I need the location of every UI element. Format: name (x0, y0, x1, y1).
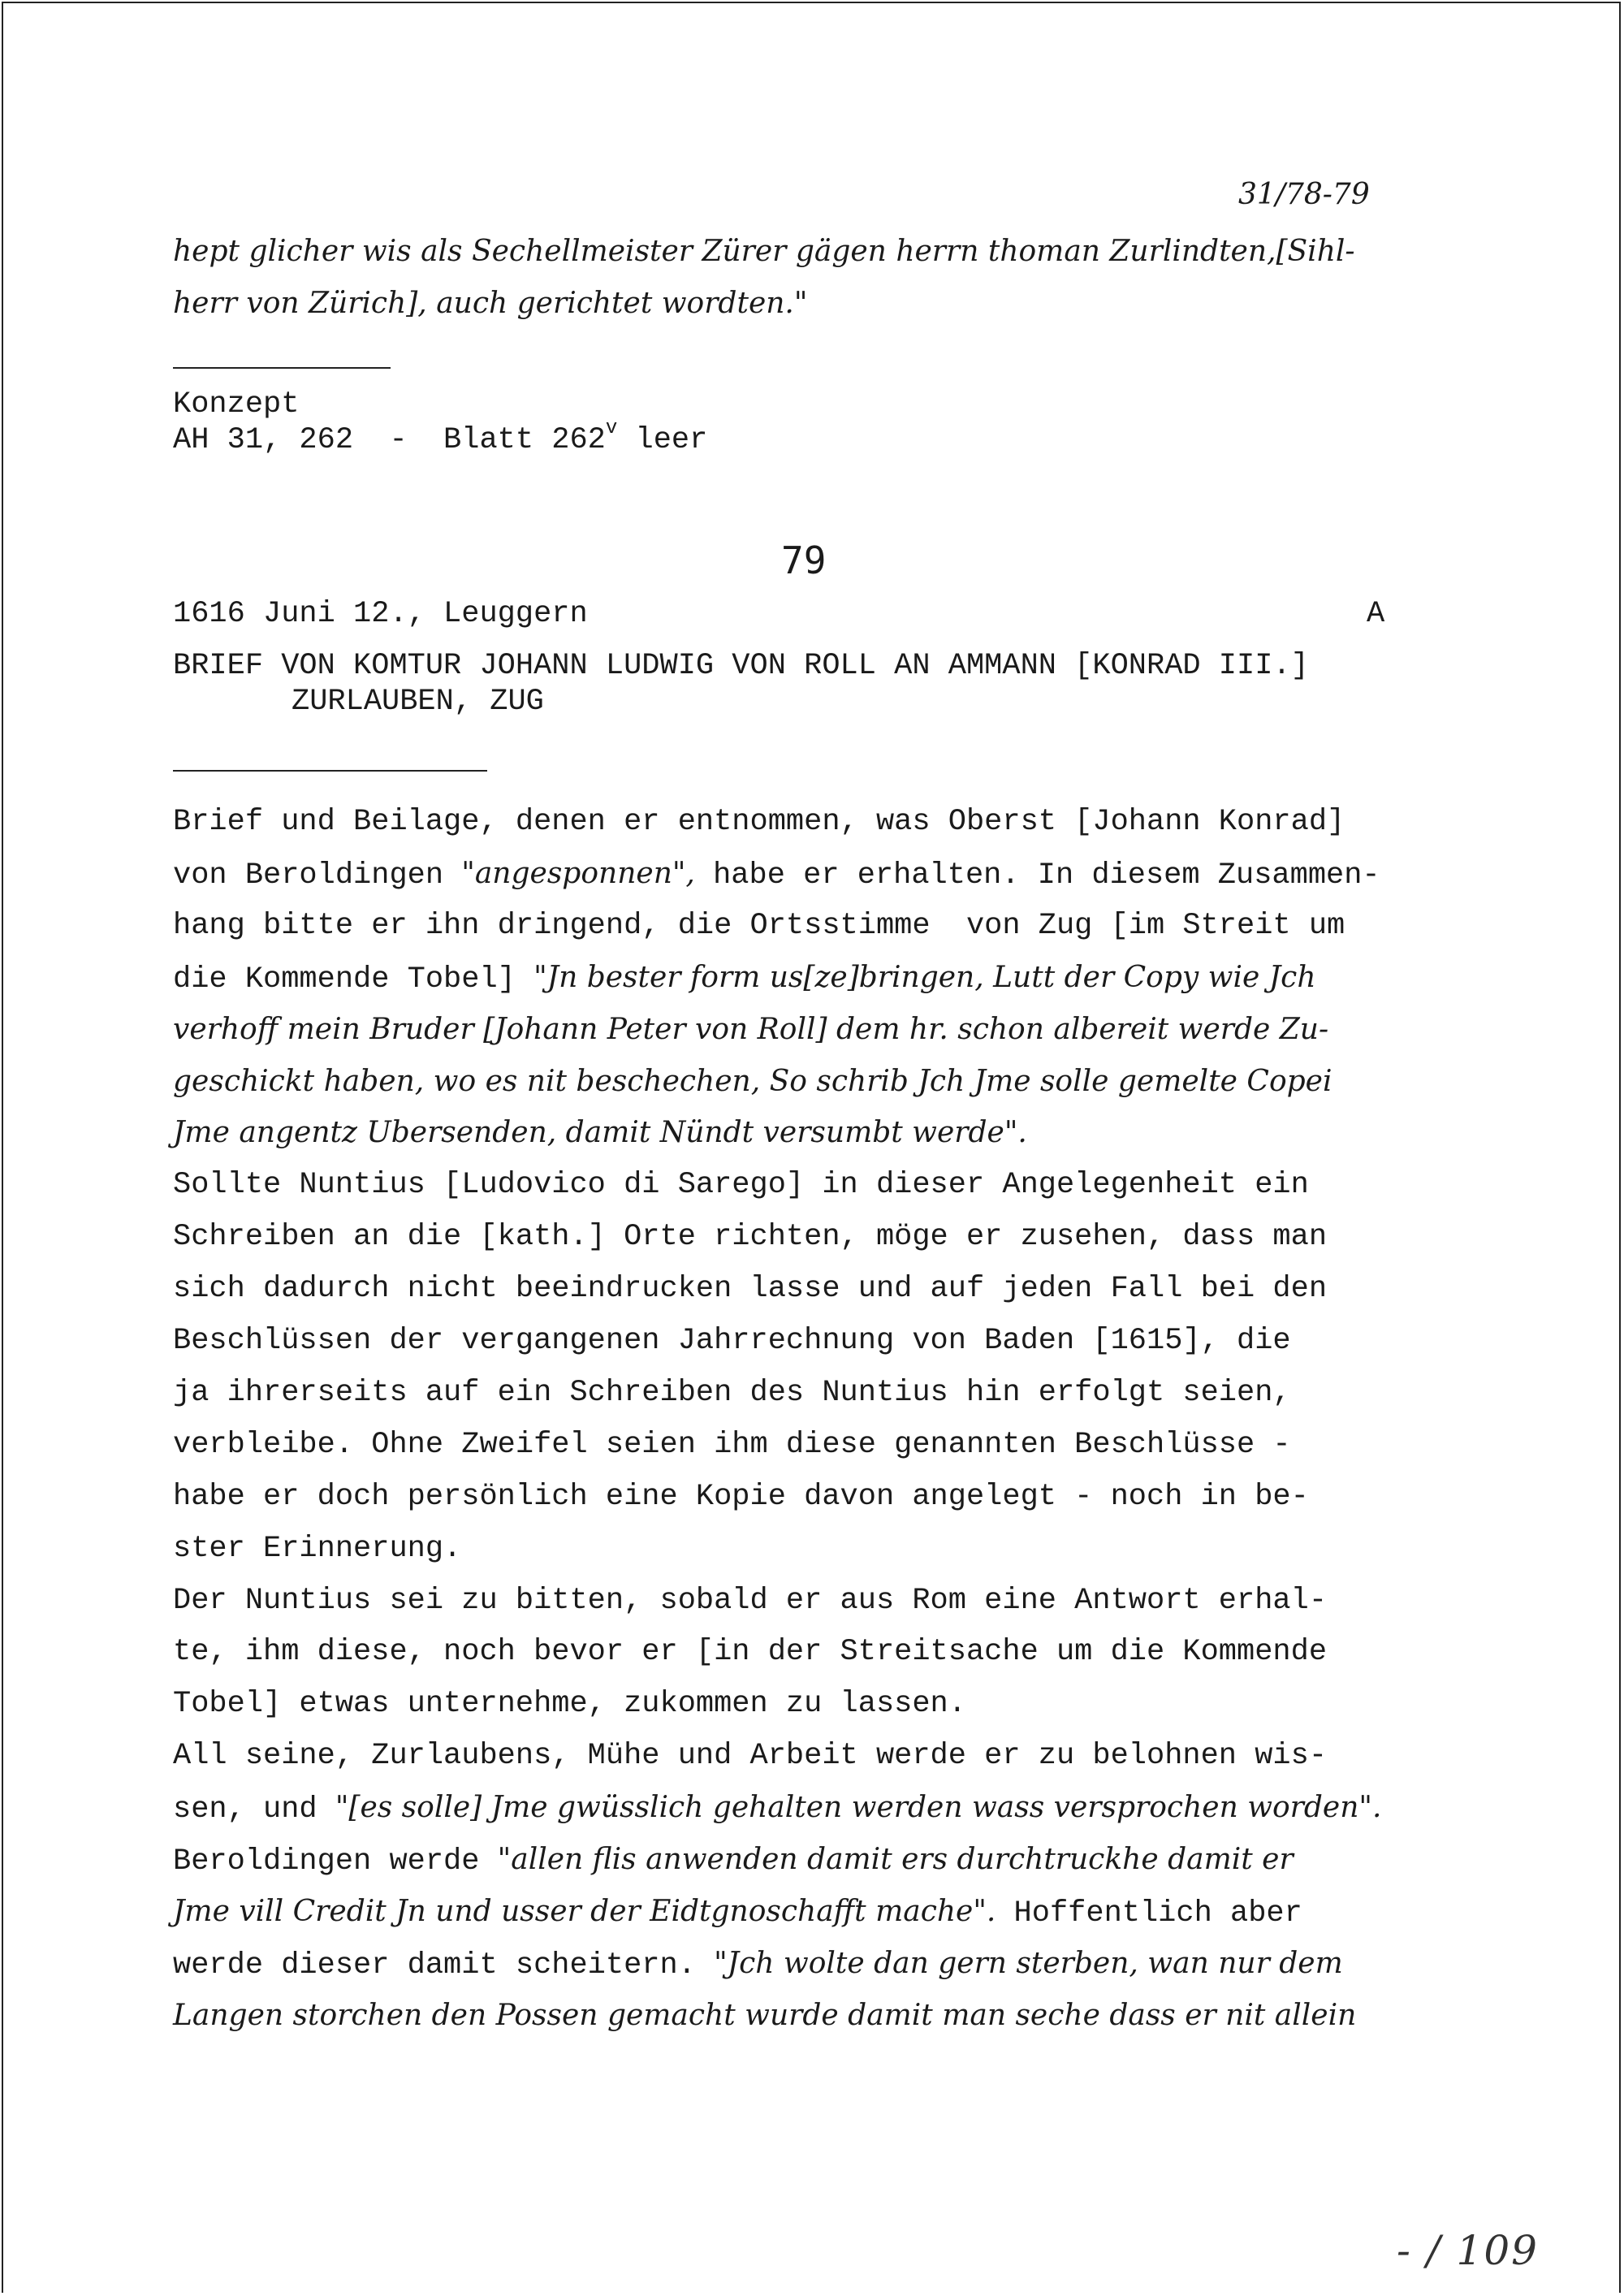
entry-date-place: 1616 Juni 12., Leuggern (173, 597, 588, 631)
source-label: Konzept (173, 387, 300, 422)
section-rule-2 (173, 770, 487, 772)
body-line (173, 1842, 1294, 1879)
body-line (173, 1115, 1027, 1152)
regest-text: habe er doch persönlich eine Kopie davon angelegt - noch in be- (173, 1480, 1309, 1514)
body-line (173, 1998, 1356, 2035)
body-line (173, 1583, 1327, 1619)
body-line (173, 1064, 1332, 1101)
body-line (173, 1686, 966, 1722)
regest-text: sen, und (173, 1792, 335, 1827)
quoted-source-text: verhoff mein Bruder [Johann Peter von Roll] dem hr. schon albereit werde Zu- (173, 1013, 1329, 1046)
regest-text: Tobel] etwas unternehme, zukommen zu lassen. (173, 1687, 966, 1721)
entry-number: 79 (781, 538, 827, 582)
regest-text: Beroldingen werde (173, 1844, 498, 1879)
carryover-line-1: hept glicher wis als Sechellmeister Zürer gägen herrn thoman Zurlindten,[Sihl- (173, 235, 1355, 268)
body-line (173, 1738, 1327, 1774)
body-line (173, 1634, 1327, 1670)
source-reference (173, 417, 708, 461)
entry-title-line-2: ZURLAUBEN, ZUG (292, 685, 544, 719)
quoted-source-text: Langen storchen den Possen gemacht wurde damit man seche dass er nit allein (173, 1999, 1357, 2032)
quoted-source-text: Jme vill Credit Jn und usser der Eidtgnoschafft mache". (173, 1895, 996, 1928)
regest-text: habe er erhalten. In diesem Zusammen- (694, 858, 1380, 893)
source-ref-main: AH 31, 262 - Blatt 262 (173, 423, 606, 457)
body-line (173, 856, 1380, 893)
quoted-source-text: "allen flis anwenden damit ers durchtruckhe damit er (497, 1843, 1294, 1876)
regest-text: ja ihrerseits auf ein Schreiben des Nuntius hin erfolgt seien, (173, 1376, 1291, 1410)
body-line (173, 1946, 1343, 1983)
body-line (173, 1427, 1291, 1463)
quoted-source-text: "Jn bester form us[ze]bringen, Lutt der Copy wie Jch (533, 961, 1316, 994)
page-reference: 31/78-79 (1238, 178, 1370, 211)
regest-text: Beschlüssen der vergangenen Jahrrechnung von Baden [1615], die (173, 1324, 1291, 1358)
regest-text: sich dadurch nicht beeindrucken lasse und auf jeden Fall bei den (173, 1272, 1328, 1306)
quoted-source-text: "[es solle] Jme gwüsslich gehalten werden wass versprochen worden". (335, 1791, 1382, 1824)
regest-text: werde dieser damit scheitern. (173, 1948, 715, 1983)
body-line (173, 1479, 1309, 1515)
body-line (173, 1323, 1291, 1359)
regest-text: hang bitte er ihn dringend, die Ortsstimme von Zug [im Streit um (173, 909, 1345, 943)
regest-text: All seine, Zurlaubens, Mühe und Arbeit werde er zu belohnen wis- (173, 1739, 1328, 1773)
body-line (173, 1219, 1327, 1255)
regest-text: Schreiben an die [kath.] Orte richten, möge er zusehen, dass man (173, 1220, 1328, 1254)
body-line (173, 804, 1345, 840)
regest-text: Hoffentlich aber (996, 1896, 1302, 1931)
source-ref-superscript: v (605, 417, 618, 439)
quoted-source-text: "angesponnen", (461, 857, 695, 890)
regest-text: von Beroldingen (173, 858, 462, 893)
body-line (173, 908, 1345, 944)
regest-text: ster Erinnerung. (173, 1532, 462, 1566)
body-line (173, 1012, 1328, 1049)
body-line (173, 960, 1316, 997)
source-ref-suffix: leer (617, 423, 708, 457)
body-line (173, 1531, 461, 1567)
quoted-source-text: "Jch wolte dan gern sterben, wan nur dem (714, 1947, 1343, 1980)
regest-text: die Kommende Tobel] (173, 962, 534, 997)
body-line (173, 1790, 1381, 1827)
regest-text: Brief und Beilage, denen er entnommen, was Oberst [Johann Konrad] (173, 805, 1345, 839)
body-line (173, 1167, 1309, 1203)
body-line (173, 1894, 1302, 1931)
regest-text: te, ihm diese, noch bevor er [in der Streitsache um die Kommende (173, 1635, 1328, 1669)
quoted-source-text: geschickt haben, wo es nit beschechen, So schrib Jch Jme solle gemelte Copei (173, 1065, 1332, 1098)
entry-title-line-1: BRIEF VON KOMTUR JOHANN LUDWIG VON ROLL AN AMMANN [KONRAD III.] (173, 649, 1309, 683)
body-line (173, 1271, 1327, 1307)
carryover-line-2: herr von Zürich], auch gerichtet wordten." (173, 287, 808, 320)
folio-annotation: - ∕ 109 (1397, 2227, 1539, 2274)
section-rule-1 (173, 367, 391, 369)
regest-text: verbleibe. Ohne Zweifel seien ihm diese genannten Beschlüsse - (173, 1428, 1291, 1462)
regest-text: Sollte Nuntius [Ludovico di Sarego] in dieser Angelegenheit ein (173, 1168, 1309, 1202)
body-line (173, 1375, 1291, 1411)
entry-marker: A (1367, 597, 1385, 631)
regest-text: Der Nuntius sei zu bitten, sobald er aus Rom eine Antwort erhal- (173, 1584, 1328, 1618)
quoted-source-text: Jme angentz Ubersenden, damit Nündt versumbt werde". (173, 1116, 1027, 1149)
